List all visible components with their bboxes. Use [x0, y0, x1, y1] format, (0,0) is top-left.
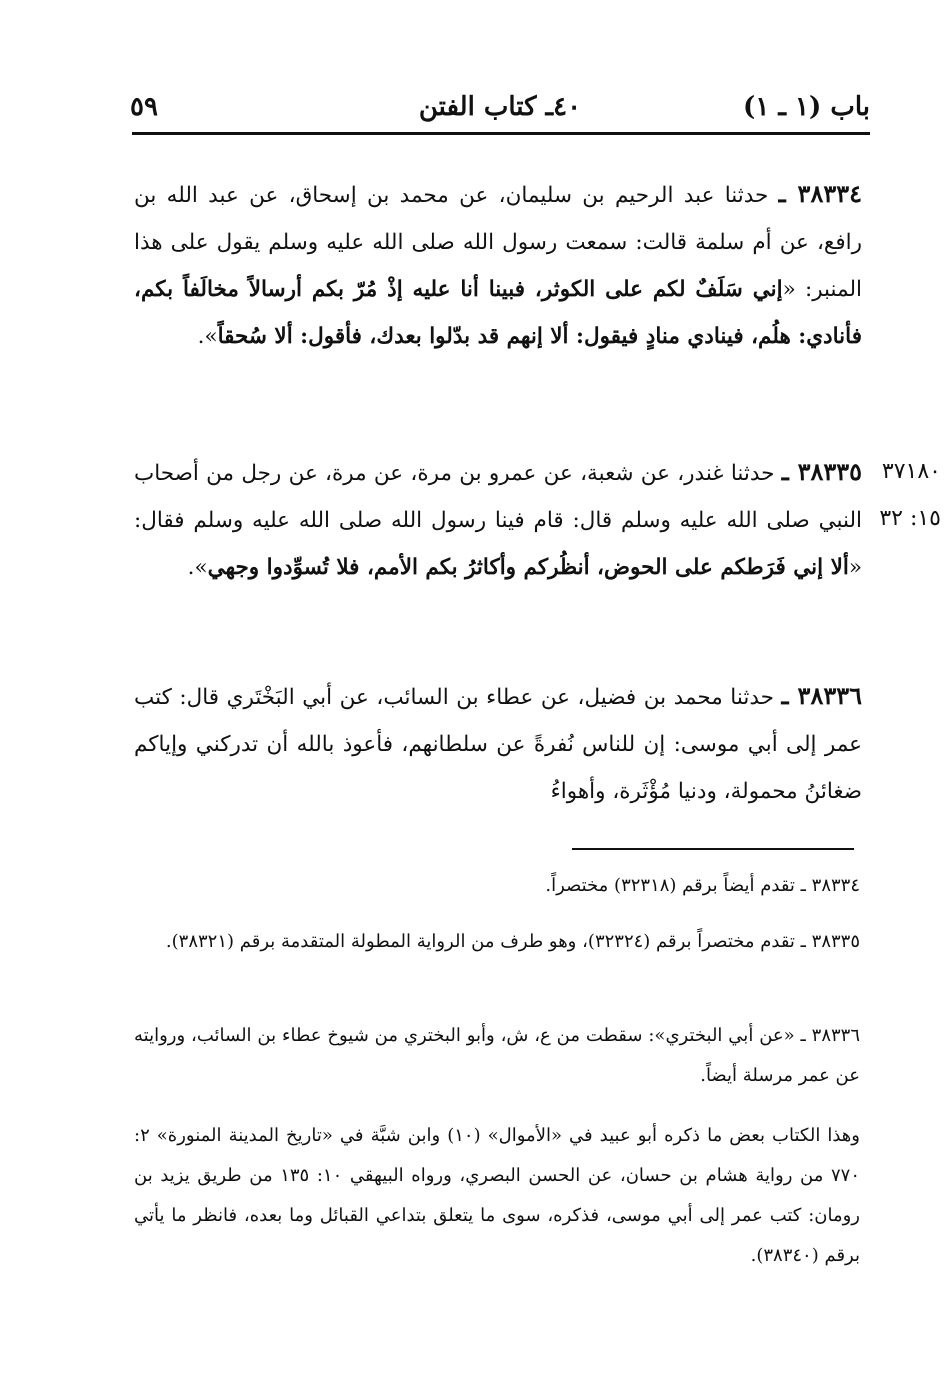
hadith-number: ٣٨٣٣٥ ـ [781, 457, 863, 486]
footnote-38335: ٣٨٣٣٥ ـ تقدم مختصراً برقم (٣٢٣٢٤)، وهو طرف من الرواية المطولة المتقدمة برقم (٣٨٣٢١). [165, 931, 860, 952]
page-header [130, 88, 870, 128]
footnote-38334: ٣٨٣٣٤ ـ تقدم أيضاً برقم (٣٢٣١٨) مختصراً. [545, 875, 860, 896]
hadith-text: حدثنا محمد بن فضيل، عن عطاء بن السائب، عن أبي البَخْتَري قال: كتب عمر إلى أبي موسى: إن للناس نُفرةً عن سلطانهم، فأعوذ بالله أن تدركني وإياكم ضغائنُ محمولة، ودنيا مُؤْثَرة، وأهواءُ [134, 685, 862, 804]
book-title: ٤٠ـ كتاب الفتن [418, 92, 582, 122]
page-number: ٥٩ [130, 92, 158, 122]
hadith-38335 [134, 448, 862, 591]
hadith-quote: إني سَلَفٌ لكم على الكوثر، فبينا أنا عليه إذْ مُرّ بكم أرسالاً مخالَفاً بكم، فأنادي: هلُم، فينادي منادٍ فيقول: ألا إنهم قد بدّلوا بعدك، فأقول: ألا سُحقاً [134, 277, 862, 349]
header-divider [132, 132, 870, 135]
margin-reference-2: ١٥: ٣٢ [879, 506, 941, 531]
hadith-number: ٣٨٣٣٤ ـ [778, 179, 862, 208]
hadith-quote: ألا إني فَرَطكم على الحوض، أنظُركم وأكاثرُ بكم الأمم، فلا تُسوِّدوا وجهي [207, 555, 849, 580]
footnote-continuation: وهذا الكتاب بعض ما ذكره أبو عبيد في «الأموال» (١٠) وابن شبَّة في «تاريخ المدينة المنورة» ٢: ٧٧٠ من رواية هشام بن حسان، عن الحسن البصري، ورواه البيهقي ١٠: ١٣٥ من طريق يزيد بن رومان: كتب عمر إلى أبي موسى، فذكره، سوى ما يتعلق بتداعي القبائل وما بعده، فانظر ما يأتي برقم (٣٨٣٤٠). [134, 1125, 860, 1266]
hadith-text-end: ». [197, 324, 218, 349]
footnote-divider [572, 848, 854, 850]
hadith-number: ٣٨٣٣٦ ـ [781, 681, 862, 710]
hadith-38334 [134, 170, 862, 360]
chapter-label: باب (١ ـ ١) [743, 92, 870, 122]
hadith-text: حدثنا غندر، عن شعبة، عن عمرو بن مرة، عن مرة، عن رجل من أصحاب النبي صلى الله عليه وسلم قال: قام فينا رسول الله صلى الله عليه وسلم فقال: « [134, 461, 862, 580]
hadith-38336 [134, 672, 862, 815]
hadith-text: حدثنا عبد الرحيم بن سليمان، عن محمد بن إسحاق، عن عبد الله بن رافع، عن أم سلمة قالت: سمعت رسول الله صلى الله عليه وسلم يقول على هذا المنبر: « [134, 183, 862, 302]
hadith-text-end: ». [187, 555, 208, 580]
margin-reference-1: ٣٧١٨٠ [881, 459, 941, 484]
footnote-38336: ٣٨٣٣٦ ـ «عن أبي البختري»: سقطت من ع، ش، وأبو البختري من شيوخ عطاء بن السائب، وروايته عن عمر مرسلة أيضاً. [134, 1025, 860, 1086]
